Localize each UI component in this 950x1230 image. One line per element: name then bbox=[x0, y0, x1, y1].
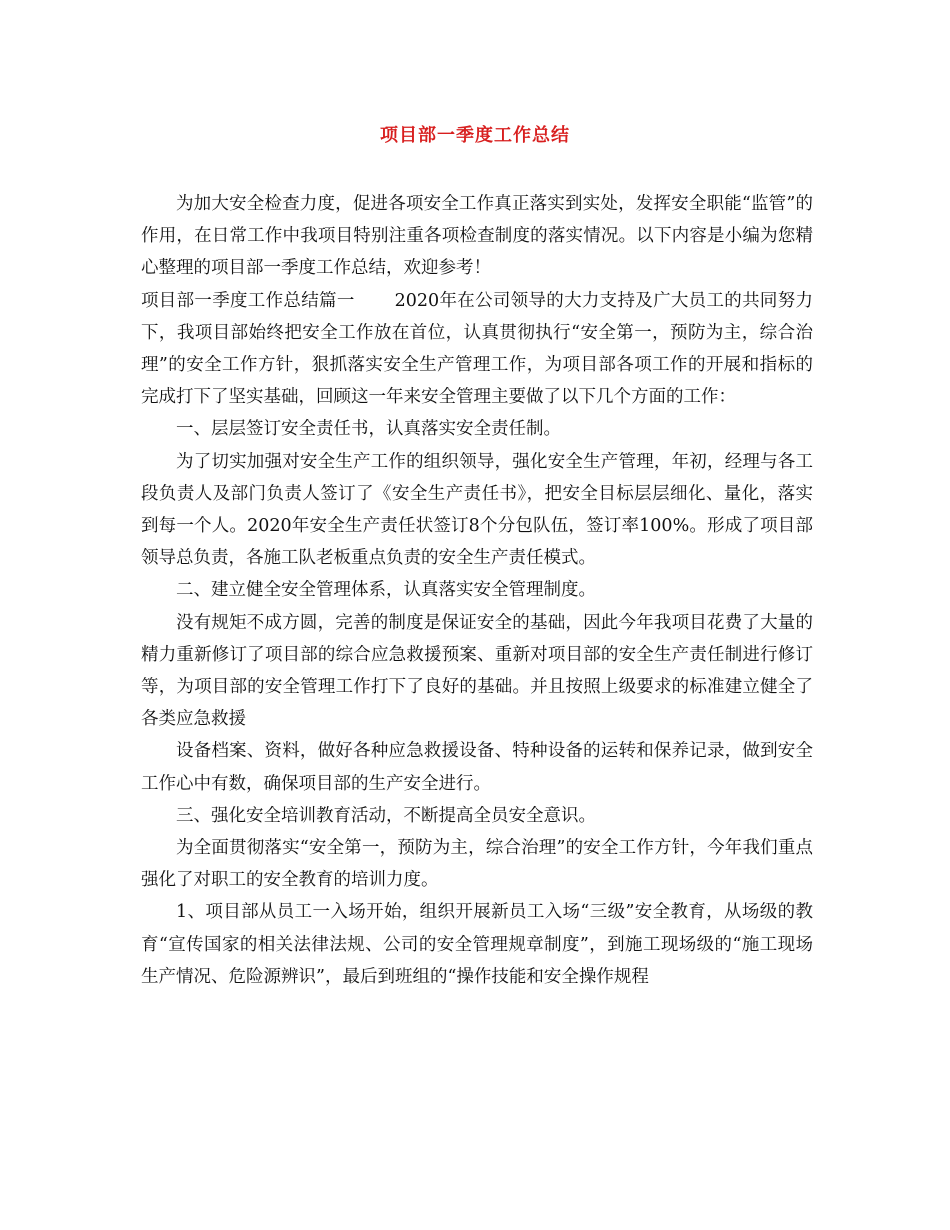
document-body bbox=[141, 188, 813, 993]
point-two-heading: 二、建立健全安全管理体系，认真落实安全管理制度。 bbox=[176, 580, 596, 601]
section-one-paragraph bbox=[141, 285, 813, 414]
section-heading: 项目部一季度工作总结篇一 bbox=[141, 290, 355, 311]
intro-paragraph: 为加大安全检查力度，促进各项安全工作真正落实到实处，发挥安全职能“监管”的作用，在日常工作中我项目特别注重各项检查制度的落实情况。以下内容是小编为您精心整理的项目部一季度工作总结，欢迎参考！ bbox=[141, 194, 813, 279]
point-one-paragraph: 为了切实加强对安全生产工作的组织领导，强化安全生产管理，年初，经理与各工段负责人及部门负责人签订了《安全生产责任书》，把安全目标层层细化、量化，落实到每一个人。2020年安全生产责任状签订8个分包队伍，签订率100%。形成了项目部领导总负责，各施工队老板重点负责的安全生产责任模式。 bbox=[141, 451, 813, 569]
point-two-paragraph: 没有规矩不成方圆，完善的制度是保证安全的基础，因此今年我项目花费了大量的精力重新修订了项目部的综合应急救援预案、重新对项目部的安全生产责任制进行修订等，为项目部的安全管理工作打下了良好的基础。并且按照上级要求的标准建立健全了各类应急救援 bbox=[141, 612, 813, 730]
document-title: 项目部一季度工作总结 bbox=[380, 125, 570, 146]
item-one-paragraph: 1、项目部从员工一入场开始，组织开展新员工入场“三级”安全教育，从场级的教育“宣传国家的相关法律法规、公司的安全管理规章制度”，到施工现场级的“施工现场生产情况、危险源辨识”，最后到班组的“操作技能和安全操作规程 bbox=[141, 902, 813, 987]
point-three-paragraph: 为全面贯彻落实“安全第一，预防为主，综合治理”的安全工作方针，今年我们重点强化了对职工的安全教育的培训力度。 bbox=[141, 838, 813, 891]
section-one-text: 2020年在公司领导的大力支持及广大员工的共同努力下，我项目部始终把安全工作放在首位，认真贯彻执行“安全第一，预防为主，综合治理”的安全工作方针，狠抓落实安全生产管理工作，为项目部各项工作的开展和指标的完成打下了坚实基础，回顾这一年来安全管理主要做了以下几个方面的工作： bbox=[141, 290, 813, 408]
point-one-heading: 一、层层签订安全责任书，认真落实安全责任制。 bbox=[176, 419, 561, 440]
point-two-continued: 设备档案、资料，做好各种应急救援设备、特种设备的运转和保养记录，做到安全工作心中有数，确保项目部的生产安全进行。 bbox=[141, 741, 813, 794]
point-three-heading: 三、强化安全培训教育活动，不断提高全员安全意识。 bbox=[176, 805, 596, 826]
